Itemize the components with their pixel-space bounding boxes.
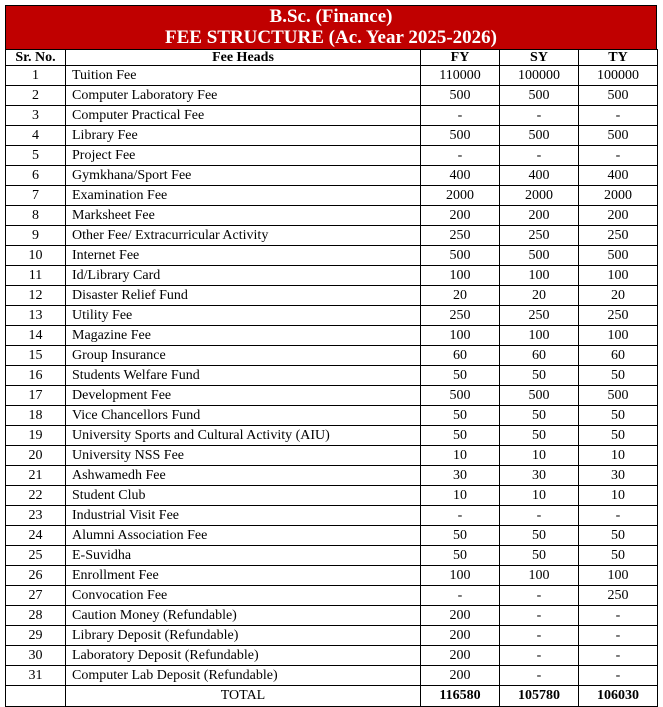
fee-head-cell: Laboratory Deposit (Refundable) bbox=[66, 646, 421, 666]
ty-amount-cell: 100000 bbox=[579, 66, 658, 86]
ty-amount-cell: 500 bbox=[579, 246, 658, 266]
fy-amount-cell: 100 bbox=[421, 326, 500, 346]
table-row bbox=[6, 466, 658, 486]
fee-head-cell: Industrial Visit Fee bbox=[66, 506, 421, 526]
fee-head-cell: Utility Fee bbox=[66, 306, 421, 326]
sy-amount-cell: 50 bbox=[500, 546, 579, 566]
fy-amount-cell: 250 bbox=[421, 226, 500, 246]
fee-head-cell: Disaster Relief Fund bbox=[66, 286, 421, 306]
ty-amount-cell: 50 bbox=[579, 526, 658, 546]
fy-amount-cell: 500 bbox=[421, 246, 500, 266]
sr-no-cell: 4 bbox=[6, 126, 66, 146]
sy-amount-cell: - bbox=[500, 626, 579, 646]
table-row bbox=[6, 286, 658, 306]
fee-head-cell: Magazine Fee bbox=[66, 326, 421, 346]
fy-amount-cell: 200 bbox=[421, 646, 500, 666]
fy-amount-cell: 400 bbox=[421, 166, 500, 186]
fee-head-cell: Tuition Fee bbox=[66, 66, 421, 86]
fy-amount-cell: 200 bbox=[421, 666, 500, 686]
fy-amount-cell: 50 bbox=[421, 366, 500, 386]
table-row bbox=[6, 166, 658, 186]
fee-head-cell: Ashwamedh Fee bbox=[66, 466, 421, 486]
fee-head-cell: Internet Fee bbox=[66, 246, 421, 266]
fy-amount-cell: 200 bbox=[421, 206, 500, 226]
sy-amount-cell: - bbox=[500, 666, 579, 686]
ty-amount-cell: 30 bbox=[579, 466, 658, 486]
fy-amount-cell: - bbox=[421, 506, 500, 526]
sy-amount-cell: 500 bbox=[500, 246, 579, 266]
table-row bbox=[6, 366, 658, 386]
ty-amount-cell: 50 bbox=[579, 366, 658, 386]
header-sr-no: Sr. No. bbox=[6, 50, 66, 66]
fee-head-cell: Id/Library Card bbox=[66, 266, 421, 286]
table-row bbox=[6, 566, 658, 586]
ty-amount-cell: 200 bbox=[579, 206, 658, 226]
sr-no-cell: 3 bbox=[6, 106, 66, 126]
table-row bbox=[6, 186, 658, 206]
fee-head-cell: Library Fee bbox=[66, 126, 421, 146]
sr-no-cell: 19 bbox=[6, 426, 66, 446]
sy-amount-cell: 50 bbox=[500, 526, 579, 546]
sy-amount-cell: 500 bbox=[500, 386, 579, 406]
program-title: B.Sc. (Finance) bbox=[269, 6, 393, 27]
ty-amount-cell: 100 bbox=[579, 326, 658, 346]
table-row bbox=[6, 306, 658, 326]
table-row bbox=[6, 506, 658, 526]
fee-head-cell: Library Deposit (Refundable) bbox=[66, 626, 421, 646]
ty-amount-cell: 500 bbox=[579, 386, 658, 406]
table-row bbox=[6, 86, 658, 106]
sr-no-cell: 21 bbox=[6, 466, 66, 486]
table-row bbox=[6, 626, 658, 646]
fee-head-cell: Examination Fee bbox=[66, 186, 421, 206]
sy-amount-cell: 500 bbox=[500, 126, 579, 146]
sr-no-cell: 8 bbox=[6, 206, 66, 226]
table-row bbox=[6, 346, 658, 366]
total-fy: 116580 bbox=[421, 686, 500, 707]
ty-amount-cell: - bbox=[579, 666, 658, 686]
fy-amount-cell: 250 bbox=[421, 306, 500, 326]
total-label: TOTAL bbox=[66, 686, 421, 707]
sr-no-cell: 14 bbox=[6, 326, 66, 346]
fy-amount-cell: 50 bbox=[421, 406, 500, 426]
table-row bbox=[6, 106, 658, 126]
sy-amount-cell: 200 bbox=[500, 206, 579, 226]
table-row bbox=[6, 586, 658, 606]
sy-amount-cell: - bbox=[500, 506, 579, 526]
table-row bbox=[6, 606, 658, 626]
sy-amount-cell: - bbox=[500, 606, 579, 626]
total-sr-cell bbox=[6, 686, 66, 707]
sy-amount-cell: 60 bbox=[500, 346, 579, 366]
sy-amount-cell: 100000 bbox=[500, 66, 579, 86]
table-row bbox=[6, 146, 658, 166]
table-row bbox=[6, 426, 658, 446]
ty-amount-cell: - bbox=[579, 606, 658, 626]
sr-no-cell: 18 bbox=[6, 406, 66, 426]
fee-head-cell: Other Fee/ Extracurricular Activity bbox=[66, 226, 421, 246]
fy-amount-cell: 500 bbox=[421, 386, 500, 406]
ty-amount-cell: 250 bbox=[579, 586, 658, 606]
table-row bbox=[6, 266, 658, 286]
sy-amount-cell: 100 bbox=[500, 566, 579, 586]
fy-amount-cell: 10 bbox=[421, 446, 500, 466]
fee-head-cell: Group Insurance bbox=[66, 346, 421, 366]
sr-no-cell: 1 bbox=[6, 66, 66, 86]
ty-amount-cell: 2000 bbox=[579, 186, 658, 206]
sr-no-cell: 24 bbox=[6, 526, 66, 546]
fee-head-cell: Student Club bbox=[66, 486, 421, 506]
total-row bbox=[6, 686, 658, 707]
ty-amount-cell: 500 bbox=[579, 86, 658, 106]
sy-amount-cell: 10 bbox=[500, 446, 579, 466]
ty-amount-cell: 10 bbox=[579, 486, 658, 506]
fee-head-cell: University Sports and Cultural Activity (AIU) bbox=[66, 426, 421, 446]
sy-amount-cell: 400 bbox=[500, 166, 579, 186]
fee-head-cell: University NSS Fee bbox=[66, 446, 421, 466]
sy-amount-cell: - bbox=[500, 146, 579, 166]
table-row bbox=[6, 386, 658, 406]
fee-head-cell: Students Welfare Fund bbox=[66, 366, 421, 386]
fee-head-cell: Alumni Association Fee bbox=[66, 526, 421, 546]
fy-amount-cell: - bbox=[421, 106, 500, 126]
fy-amount-cell: 50 bbox=[421, 546, 500, 566]
sr-no-cell: 9 bbox=[6, 226, 66, 246]
fee-head-cell: Marksheet Fee bbox=[66, 206, 421, 226]
sy-amount-cell: 500 bbox=[500, 86, 579, 106]
fy-amount-cell: 110000 bbox=[421, 66, 500, 86]
fy-amount-cell: 50 bbox=[421, 526, 500, 546]
fee-head-cell: Vice Chancellors Fund bbox=[66, 406, 421, 426]
ty-amount-cell: 400 bbox=[579, 166, 658, 186]
fee-head-cell: Project Fee bbox=[66, 146, 421, 166]
sr-no-cell: 20 bbox=[6, 446, 66, 466]
fee-head-cell: Enrollment Fee bbox=[66, 566, 421, 586]
fy-amount-cell: 50 bbox=[421, 426, 500, 446]
sy-amount-cell: - bbox=[500, 586, 579, 606]
sy-amount-cell: 250 bbox=[500, 226, 579, 246]
ty-amount-cell: 100 bbox=[579, 566, 658, 586]
header-fee-heads: Fee Heads bbox=[66, 50, 421, 66]
ty-amount-cell: 250 bbox=[579, 226, 658, 246]
sr-no-cell: 15 bbox=[6, 346, 66, 366]
sr-no-cell: 30 bbox=[6, 646, 66, 666]
fy-amount-cell: 200 bbox=[421, 606, 500, 626]
sr-no-cell: 7 bbox=[6, 186, 66, 206]
sr-no-cell: 27 bbox=[6, 586, 66, 606]
sy-amount-cell: 50 bbox=[500, 426, 579, 446]
ty-amount-cell: 20 bbox=[579, 286, 658, 306]
table-row bbox=[6, 666, 658, 686]
table-row bbox=[6, 406, 658, 426]
ty-amount-cell: - bbox=[579, 106, 658, 126]
fy-amount-cell: 30 bbox=[421, 466, 500, 486]
sr-no-cell: 28 bbox=[6, 606, 66, 626]
fy-amount-cell: 500 bbox=[421, 126, 500, 146]
sr-no-cell: 26 bbox=[6, 566, 66, 586]
fee-head-cell: Computer Lab Deposit (Refundable) bbox=[66, 666, 421, 686]
fee-head-cell: Computer Laboratory Fee bbox=[66, 86, 421, 106]
sr-no-cell: 6 bbox=[6, 166, 66, 186]
table-row bbox=[6, 126, 658, 146]
header-ty: TY bbox=[579, 50, 658, 66]
table-row bbox=[6, 446, 658, 466]
fy-amount-cell: 60 bbox=[421, 346, 500, 366]
sy-amount-cell: 30 bbox=[500, 466, 579, 486]
fy-amount-cell: 100 bbox=[421, 266, 500, 286]
table-row bbox=[6, 486, 658, 506]
sy-amount-cell: 10 bbox=[500, 486, 579, 506]
fee-head-cell: Convocation Fee bbox=[66, 586, 421, 606]
sr-no-cell: 12 bbox=[6, 286, 66, 306]
fee-head-cell: Gymkhana/Sport Fee bbox=[66, 166, 421, 186]
fy-amount-cell: - bbox=[421, 586, 500, 606]
fy-amount-cell: 200 bbox=[421, 626, 500, 646]
table-row bbox=[6, 66, 658, 86]
sr-no-cell: 16 bbox=[6, 366, 66, 386]
sr-no-cell: 13 bbox=[6, 306, 66, 326]
sr-no-cell: 29 bbox=[6, 626, 66, 646]
sr-no-cell: 11 bbox=[6, 266, 66, 286]
table-row bbox=[6, 246, 658, 266]
table-row bbox=[6, 206, 658, 226]
fee-head-cell: Development Fee bbox=[66, 386, 421, 406]
fee-structure-title: FEE STRUCTURE (Ac. Year 2025-2026) bbox=[165, 27, 497, 48]
ty-amount-cell: - bbox=[579, 146, 658, 166]
table-row bbox=[6, 546, 658, 566]
fy-amount-cell: 10 bbox=[421, 486, 500, 506]
sy-amount-cell: 50 bbox=[500, 366, 579, 386]
table-row bbox=[6, 226, 658, 246]
ty-amount-cell: 50 bbox=[579, 406, 658, 426]
ty-amount-cell: 100 bbox=[579, 266, 658, 286]
ty-amount-cell: - bbox=[579, 626, 658, 646]
total-ty: 106030 bbox=[579, 686, 658, 707]
fy-amount-cell: 20 bbox=[421, 286, 500, 306]
sr-no-cell: 5 bbox=[6, 146, 66, 166]
sy-amount-cell: 20 bbox=[500, 286, 579, 306]
sy-amount-cell: 100 bbox=[500, 326, 579, 346]
fy-amount-cell: 500 bbox=[421, 86, 500, 106]
ty-amount-cell: 50 bbox=[579, 546, 658, 566]
fy-amount-cell: 2000 bbox=[421, 186, 500, 206]
fee-head-cell: Caution Money (Refundable) bbox=[66, 606, 421, 626]
sy-amount-cell: 250 bbox=[500, 306, 579, 326]
header-fy: FY bbox=[421, 50, 500, 66]
sy-amount-cell: - bbox=[500, 646, 579, 666]
table-row bbox=[6, 646, 658, 666]
ty-amount-cell: - bbox=[579, 646, 658, 666]
sr-no-cell: 17 bbox=[6, 386, 66, 406]
fee-table-body bbox=[6, 66, 658, 686]
table-row bbox=[6, 326, 658, 346]
sr-no-cell: 10 bbox=[6, 246, 66, 266]
sr-no-cell: 25 bbox=[6, 546, 66, 566]
fee-head-cell: Computer Practical Fee bbox=[66, 106, 421, 126]
sr-no-cell: 22 bbox=[6, 486, 66, 506]
header-sy: SY bbox=[500, 50, 579, 66]
fee-head-cell: E-Suvidha bbox=[66, 546, 421, 566]
sy-amount-cell: 50 bbox=[500, 406, 579, 426]
ty-amount-cell: 250 bbox=[579, 306, 658, 326]
sr-no-cell: 31 bbox=[6, 666, 66, 686]
header-row bbox=[6, 50, 658, 66]
sy-amount-cell: 2000 bbox=[500, 186, 579, 206]
total-sy: 105780 bbox=[500, 686, 579, 707]
fee-structure-document bbox=[5, 5, 657, 707]
ty-amount-cell: 500 bbox=[579, 126, 658, 146]
ty-amount-cell: 10 bbox=[579, 446, 658, 466]
sy-amount-cell: 100 bbox=[500, 266, 579, 286]
fy-amount-cell: - bbox=[421, 146, 500, 166]
ty-amount-cell: 50 bbox=[579, 426, 658, 446]
ty-amount-cell: 60 bbox=[579, 346, 658, 366]
fee-table bbox=[5, 49, 658, 707]
fy-amount-cell: 100 bbox=[421, 566, 500, 586]
title-banner bbox=[5, 5, 657, 49]
sy-amount-cell: - bbox=[500, 106, 579, 126]
table-row bbox=[6, 526, 658, 546]
sr-no-cell: 2 bbox=[6, 86, 66, 106]
ty-amount-cell: - bbox=[579, 506, 658, 526]
sr-no-cell: 23 bbox=[6, 506, 66, 526]
